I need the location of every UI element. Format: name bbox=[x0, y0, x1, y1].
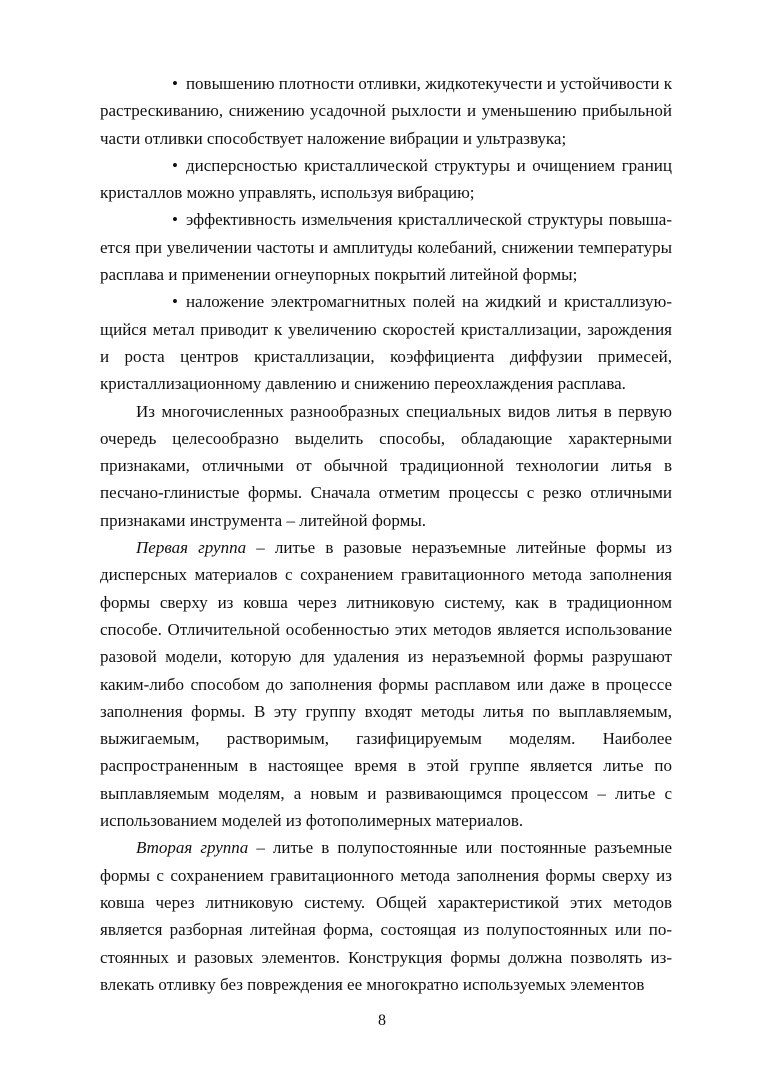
group2-text: – литье в полупостоянные или постоянные разъемные формы с сохранением гравитационного метода заполнения формы сверху из ковша через литниковую систему. Общей характеристикой этих методов является разборная литейная форма, состоящая из полупостоянных или постоянных и разовых элементов. Конструкция формы должна позволять извлекать отливку без повреждения ее многократно используемых элементов bbox=[100, 838, 672, 994]
bullet-text: эффективность измельчения кристаллической структуры повышается при увеличении частоты и амплитуды колебаний, снижении температуры расплава и применении огнеупорных покрытий литейной формы; bbox=[100, 210, 672, 285]
bullet-icon: • bbox=[172, 155, 178, 175]
group1-paragraph bbox=[100, 534, 672, 834]
bullet-icon: • bbox=[172, 210, 178, 230]
group2-title: Вторая группа bbox=[136, 838, 249, 858]
bullet-item-2 bbox=[100, 152, 672, 207]
bullet-text: дисперсностью кристаллической структуры и очищением границ кристаллов можно управлять, используя вибрацию; bbox=[100, 155, 672, 203]
page-number: 8 bbox=[378, 1012, 386, 1029]
bullet-icon: • bbox=[172, 74, 178, 93]
intro-paragraph: Из многочисленных разнообразных специальных видов литья в первую очередь целесообразно выделить способы, обладающие характерными признаками, отличными от обычной традиционной технологии литья в песчано-глинистые формы. Сначала отметим процессы с резко отличными признаками инструмента – литейной формы. bbox=[100, 401, 672, 530]
bullet-item-4 bbox=[100, 288, 672, 397]
bullet-item-3 bbox=[100, 206, 672, 288]
bullet-item-1 bbox=[100, 70, 672, 152]
bullet-text: наложение электромагнитных полей на жидкий и кристаллизующийся метал приводит к увеличению скоростей кристаллизации, зарождения и роста центров кристаллизации, коэффициента диффузии примесей, кристаллизационному давлению и снижению переохлаждения расплава. bbox=[100, 292, 672, 394]
bullet-text: повышению плотности отливки, жидкотекучести и устойчивости к растрескиванию, снижению усадочной рыхлости и уменьшению прибыльной части отливки способствует наложение вибрации и ультразвука; bbox=[100, 74, 672, 148]
group1-title: Первая группа bbox=[136, 538, 247, 558]
group2-paragraph bbox=[100, 834, 672, 998]
bullet-icon: • bbox=[172, 292, 178, 312]
group1-text: – литье в разовые неразъемные литейные формы из дисперсных материалов с сохранением гравитационного метода заполнения формы сверху из ковша через литниковую систему, как в традиционном способе. Отличительной особенностью этих методов является использование разовой модели, которую для удаления из неразъемной формы разрушают каким-либо способом до заполнения формы расплавом или даже в процессе заполнения формы. В эту группу входят методы литья по выплавляемым, выжигаемым, растворимым, газифицируемым моделям. Наиболее распространенным в настоящее время в этой группе является литье по выплавляемым моделям, а новым и развивающимся процессом – литье с использованием моделей из фотополимерных материалов. bbox=[100, 538, 672, 831]
body-text bbox=[100, 70, 672, 998]
